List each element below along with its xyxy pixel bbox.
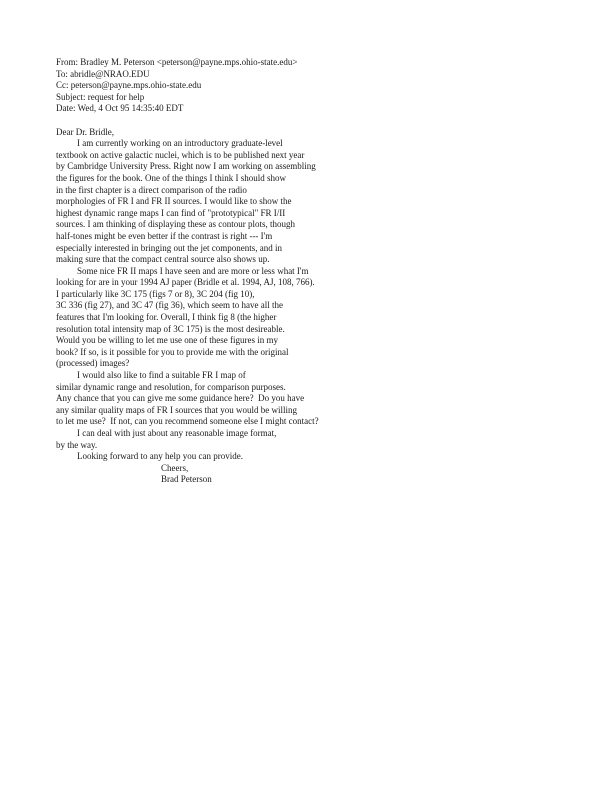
body-line: resolution total intensity map of 3C 175) is the most desireable. <box>56 323 285 334</box>
body-line: book? If so, is it possible for you to provide me with the original <box>56 346 289 357</box>
signature-block <box>56 463 356 486</box>
body-line: to let me use? If not, can you recommend someone else I might contact? <box>56 416 319 427</box>
salutation: Dear Dr. Bridle, <box>56 126 114 137</box>
body-line: any similar quality maps of FR I sources that you would be willing <box>56 404 297 415</box>
date-line: Date: Wed, 4 Oct 95 14:35:40 EDT <box>56 103 184 114</box>
subject-line: Subject: request for help <box>56 91 145 102</box>
body-line: Any chance that you can give me some guidance here? Do you have <box>56 393 305 404</box>
email-letter <box>56 57 356 486</box>
email-body <box>56 138 356 463</box>
body-line: by the way. <box>56 439 98 450</box>
body-line: highest dynamic range maps I can find of "prototypical" FR I/II <box>56 207 286 218</box>
header-spacer <box>56 115 356 127</box>
body-line: I would also like to find a suitable FR I map of <box>77 370 246 381</box>
body-line: especially interested in bringing out the jet components, and in <box>56 242 282 253</box>
cc-line: Cc: peterson@payne.mps.ohio-state.edu <box>56 80 202 91</box>
body-line: features that I'm looking for. Overall, I think fig 8 (the higher <box>56 312 277 323</box>
body-line: sources. I am thinking of displaying these as contour plots, though <box>56 219 295 230</box>
body-line: making sure that the compact central source also shows up. <box>56 254 270 265</box>
body-line: 3C 336 (fig 27), and 3C 47 (fig 36), which seem to have all the <box>56 300 283 311</box>
body-line: I can deal with just about any reasonable image format, <box>77 428 277 438</box>
body-line: (processed) images? <box>56 358 130 369</box>
body-line: textbook on active galactic nuclei, which is to be published next year <box>56 149 305 160</box>
signature-name: Brad Peterson <box>161 474 212 485</box>
closing-line: Cheers, <box>161 462 189 473</box>
body-line: half-tones might be even better if the contrast is right --- I'm <box>56 230 273 241</box>
body-line: by Cambridge University Press. Right now I am working on assembling <box>56 161 316 172</box>
body-line: I am currently working on an introductory graduate-level <box>77 138 283 149</box>
body-line: Some nice FR II maps I have seen and are more or less what I'm <box>77 265 309 276</box>
body-line: in the first chapter is a direct comparison of the radio <box>56 184 247 195</box>
to-line: To: abridle@NRAO.EDU <box>56 68 150 79</box>
body-line: looking for are in your 1994 AJ paper (Bridle et al. 1994, AJ, 108, 766). <box>56 277 315 288</box>
body-line: morphologies of FR I and FR II sources. I would like to show the <box>56 196 292 207</box>
body-line: the figures for the book. One of the things I think I should show <box>56 172 286 183</box>
body-line: I particularly like 3C 175 (figs 7 or 8), 3C 204 (fig 10), <box>56 288 255 299</box>
body-line: Would you be willing to let me use one of these figures in my <box>56 335 278 346</box>
from-line: From: Bradley M. Peterson <peterson@payne.mps.ohio-state.edu> <box>56 57 298 67</box>
email-header <box>56 57 356 115</box>
body-line: similar dynamic range and resolution, for comparison purposes. <box>56 381 286 392</box>
body-line: Looking forward to any help you can provide. <box>77 451 243 462</box>
